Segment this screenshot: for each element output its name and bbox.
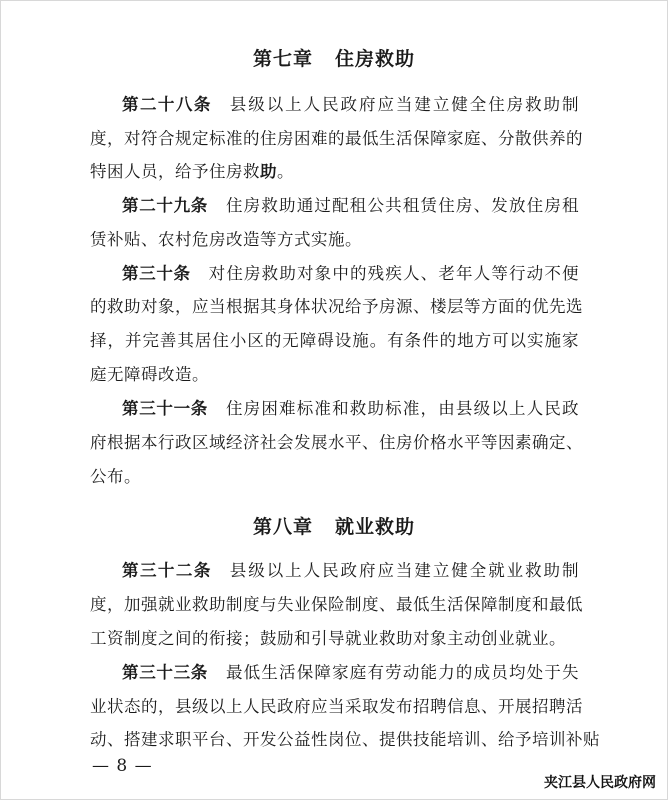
chapter-number: 第七章	[252, 48, 313, 70]
paragraph-line: 动、搭建求职平台、开发公益性岗位、提供技能培训、给予培训补贴	[90, 730, 600, 749]
paragraph-line: 第三十一条 住房困难标准和救助标准，由县级以上人民政	[122, 399, 579, 418]
article-number: 第二十八条	[122, 95, 212, 114]
paragraph-line: 第三十二条 县级以上人民政府应当建立健全就业救助制	[122, 561, 580, 580]
paragraph-line: 第三十三条 最低生活保障家庭有劳动能力的成员均处于失	[122, 663, 579, 682]
article-number: 第三十二条	[122, 561, 212, 580]
paragraph-line: 赁补贴、农村危房改造等方式实施。	[90, 230, 362, 249]
site-watermark: 夹江县人民政府网	[544, 775, 656, 791]
chapter-title: 住房救助	[335, 48, 416, 70]
paragraph-line: 第二十八条 县级以上人民政府应当建立健全住房救助制	[122, 95, 580, 114]
paragraph-line: 第三十条 对住房救助对象中的残疾人、老年人等行动不便	[122, 264, 580, 283]
paragraph-line: 工资制度之间的衔接；鼓励和引导就业救助对象主动创业就业。	[90, 629, 566, 648]
chapter-title: 就业救助	[335, 516, 416, 538]
chapter-number: 第八章	[252, 516, 313, 538]
paragraph-line: 择，并完善其居住小区的无障碍设施。有条件的地方可以实施家	[90, 331, 579, 350]
paragraph-line: 庭无障碍改造。	[90, 365, 209, 384]
article-number: 第三十一条	[122, 399, 208, 418]
page-number: — 8 —	[92, 756, 153, 776]
paragraph-line: 度，加强就业救助制度与失业保险制度、最低生活保障制度和最低	[90, 595, 583, 614]
article-number: 第三十条	[122, 264, 191, 283]
paragraph-line: 度，对符合规定标准的住房困难的最低生活保障家庭、分散供养的	[90, 129, 583, 148]
paragraph-line: 府根据本行政区域经济社会发展水平、住房价格水平等因素确定、	[90, 433, 583, 452]
paragraph-line: 第二十九条 住房救助通过配租公共租赁住房、发放住房租	[122, 196, 579, 215]
chapter-heading	[0, 512, 668, 539]
paragraph-line: 特困人员，给予住房救助。	[90, 162, 294, 181]
paragraph-line: 业状态的，县级以上人民政府应当采取发布招聘信息、开展招聘活	[90, 697, 583, 716]
paragraph-line: 的救助对象，应当根据其身体状况给予房源、楼层等方面的优先选	[90, 297, 583, 316]
chapter-heading	[0, 44, 668, 71]
article-number: 第三十三条	[122, 663, 208, 682]
paragraph-line: 公布。	[90, 467, 141, 486]
article-number: 第二十九条	[122, 196, 208, 215]
